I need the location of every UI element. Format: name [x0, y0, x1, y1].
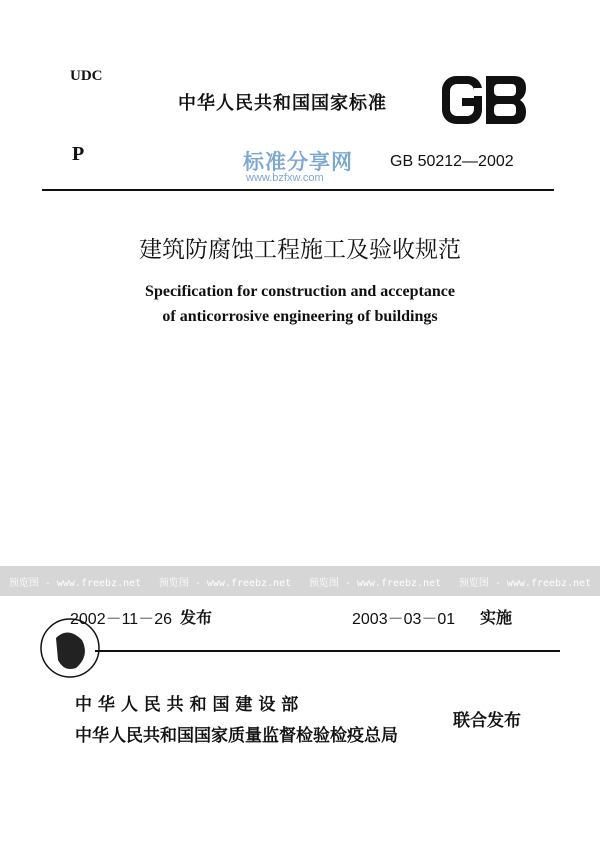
dates-divider	[95, 650, 560, 652]
publisher-line1: 中 华 人 民 共 和 国 建 设 部	[75, 695, 299, 715]
effective-label: 实施	[480, 608, 513, 627]
watermark-logo-url: www.bzfxw.com	[246, 172, 324, 184]
preview-watermark-band	[0, 566, 600, 596]
watermark-logo-title: 标准分享网	[243, 150, 353, 174]
standard-number: GB 50212—2002	[390, 153, 514, 170]
preview-watermark-text: 预览图 - www.freebz.net	[308, 577, 442, 589]
header-divider	[42, 189, 554, 191]
stamp-seal-icon	[38, 616, 102, 680]
issue-date: 2002－11－26	[70, 611, 173, 628]
standard-type: 中华人民共和国国家标准	[178, 93, 387, 114]
category-letter: P	[72, 143, 85, 165]
english-title-line1: Specification for construction and acceptance	[145, 283, 455, 300]
publisher-line2: 中华人民共和国国家质量监督检验检疫总局	[75, 726, 398, 746]
effective-date: 2003－03－01	[352, 611, 456, 628]
preview-watermark-text: 预览图 - www.freebz.net	[8, 577, 142, 589]
chinese-title: 建筑防腐蚀工程施工及验收规范	[139, 237, 461, 263]
gb-logo-icon	[440, 74, 528, 126]
preview-watermark-text: 预览图 - www.freebz.net	[158, 577, 292, 589]
issue-label: 发布	[180, 608, 213, 627]
joint-issue-label: 联合发布	[453, 711, 521, 731]
preview-watermark-text: 预览图 - www.freebz.net	[458, 577, 592, 589]
udc-label: UDC	[70, 68, 103, 84]
english-title-line2: of anticorrosive engineering of buildings	[162, 308, 438, 325]
